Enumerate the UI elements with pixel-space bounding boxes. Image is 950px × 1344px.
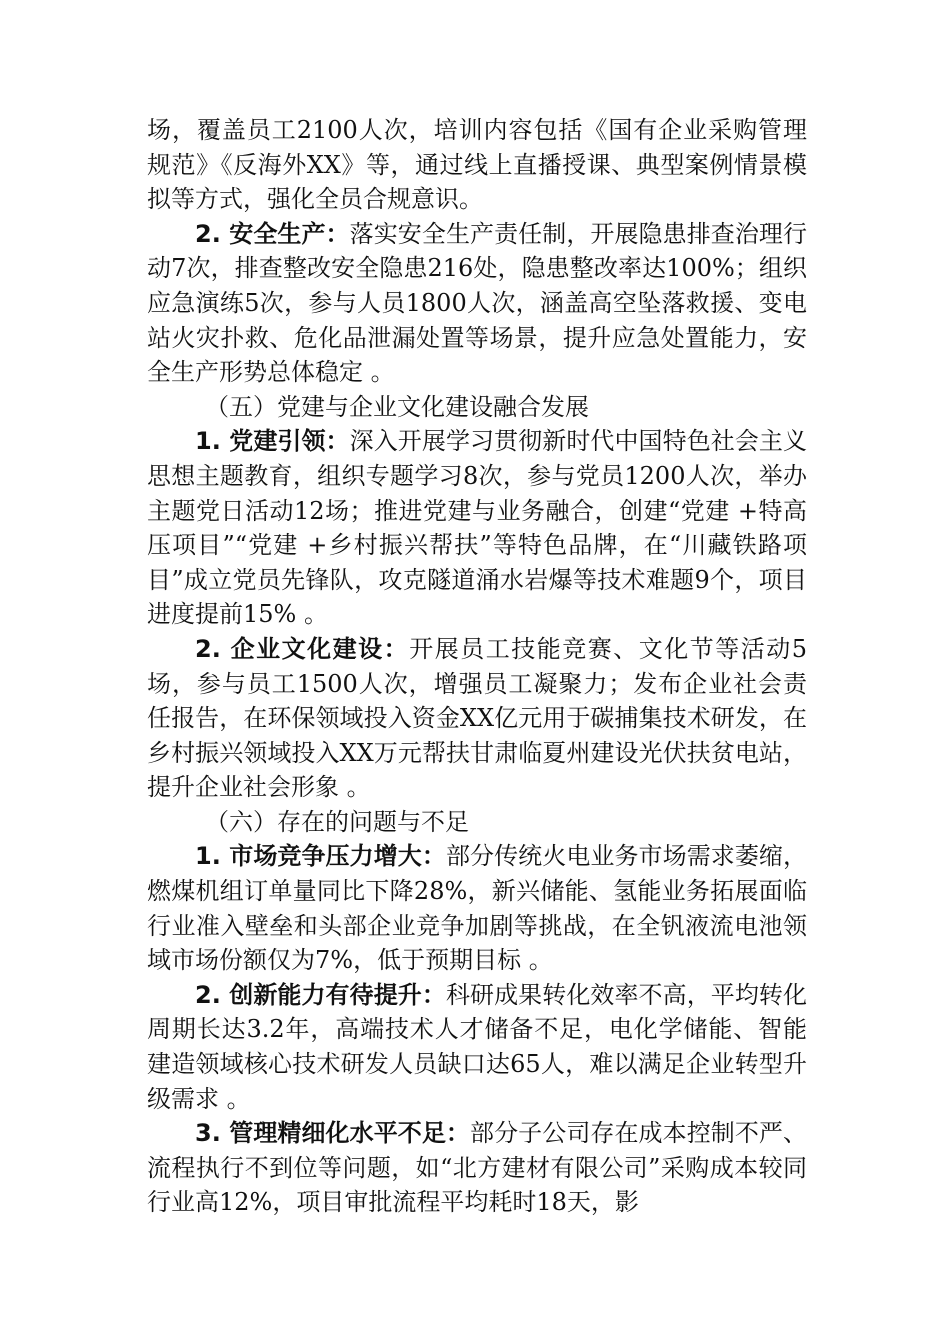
paragraph-market-competition	[147, 839, 807, 977]
paragraph-text: 场，覆盖员工2100人次，培训内容包括《国有企业采购管理规范》《反海外XX》等，通过线上直播授课、典型案例情景模拟等方式，强化全员合规意识。	[147, 116, 807, 214]
paragraph-text: 科研成果转化效率不高，平均转化周期长达3.2年，高端技术人才储备不足，电化学储能、智能建造领域核心技术研发人员缺口达65人，难以满足企业转型升级需求 。	[147, 980, 808, 1113]
paragraph-continuation	[147, 113, 807, 217]
paragraph-lead: 3. 管理精细化水平不足：	[195, 1119, 471, 1148]
paragraph-text: 深入开展学习贯彻新时代中国特色社会主义思想主题教育，组织专题学习8次，参与党员1200人次，举办主题党日活动12场；推进党建与业务融合，创建“党建 +特高压项目”“党建 +乡村振兴帮扶”等特色品牌，在“川藏铁路项目”成立党员先锋队，攻克隧道涌水岩爆等技术难题9个，项目进度提前15% 。	[147, 427, 808, 629]
paragraph-lead: 1. 党建引领：	[195, 427, 350, 456]
paragraph-innovation	[147, 978, 807, 1116]
heading-text: （五）党建与企业文化建设融合发展	[205, 392, 589, 421]
paragraph-lead: 2. 企业文化建设：	[195, 634, 410, 663]
heading-text: （六）存在的问题与不足	[205, 807, 469, 836]
paragraph-safety-production	[147, 217, 807, 390]
section-heading-5	[147, 390, 807, 425]
paragraph-corporate-culture	[147, 632, 807, 805]
paragraph-lead: 1. 市场竞争压力增大：	[195, 842, 446, 871]
paragraph-text: 部分子公司存在成本控制不严、流程执行不到位等问题，如“北方建材有限公司”采购成本较同行业高12%，项目审批流程平均耗时18天，影	[147, 1119, 808, 1217]
paragraph-lead: 2. 创新能力有待提升：	[195, 980, 446, 1009]
paragraph-text: 部分传统火电业务市场需求萎缩，燃煤机组订单量同比下降28%，新兴储能、氢能业务拓展面临行业准入壁垒和头部企业竞争加剧等挑战，在全钒液流电池领域市场份额仅为7%，低于预期目标 。	[147, 842, 808, 975]
paragraph-text: 落实安全生产责任制，开展隐患排查治理行动7次，排查整改安全隐患216处，隐患整改率达100%；组织应急演练5次，参与人员1800人次，涵盖高空坠落救援、变电站火灾扑救、危化品泄漏处置等场景，提升应急处置能力，安全生产形势总体稳定 。	[147, 219, 808, 387]
document-body	[147, 113, 807, 1220]
paragraph-party-leadership	[147, 424, 807, 632]
paragraph-lead: 2. 安全生产：	[195, 219, 350, 248]
paragraph-text: 开展员工技能竞赛、文化节等活动5场，参与员工1500人次，增强员工凝聚力；发布企业社会责任报告，在环保领域投入资金XX亿元用于碳捕集技术研发，在乡村振兴领域投入XX万元帮扶甘肃临夏州建设光伏扶贫电站，提升企业社会形象 。	[147, 634, 808, 802]
paragraph-management	[147, 1116, 807, 1220]
section-heading-6	[147, 805, 807, 840]
